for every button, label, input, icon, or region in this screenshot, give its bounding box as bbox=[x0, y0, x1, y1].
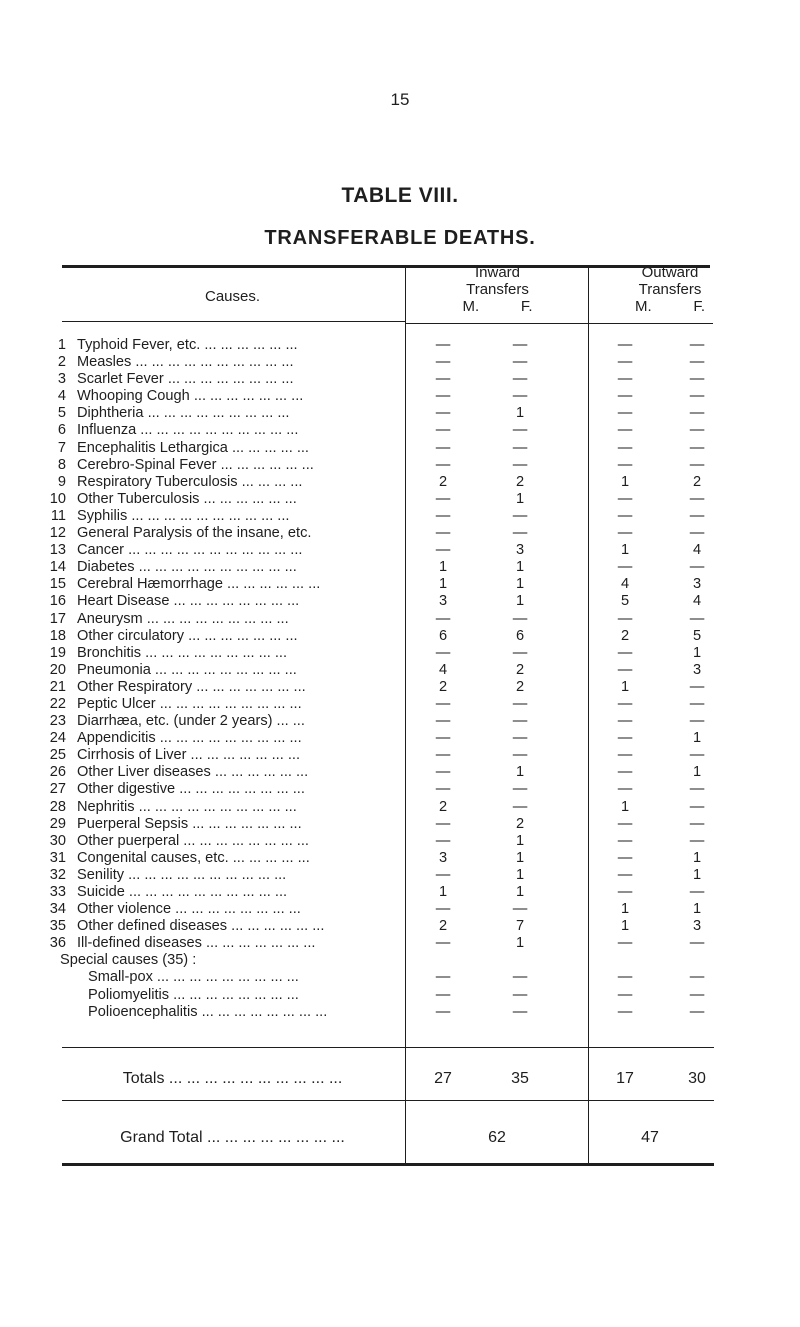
outward-female-value: — bbox=[689, 747, 705, 764]
table-row bbox=[0, 559, 800, 576]
outward-male-value: — bbox=[617, 884, 633, 900]
outward-male-value: — bbox=[617, 439, 633, 456]
inward-male-value: — bbox=[435, 730, 451, 747]
special-causes-heading: Special causes (35) : bbox=[60, 952, 197, 969]
table-row bbox=[0, 816, 800, 833]
table-row bbox=[0, 747, 800, 764]
inward-male-value: — bbox=[435, 405, 451, 422]
cause-label: Typhoid Fever, etc. ... ... ... ... ... ... bbox=[77, 337, 298, 353]
cause-label: Puerperal Sepsis ... ... ... ... ... ... ... bbox=[77, 815, 302, 832]
inward-female-value: 1 bbox=[515, 490, 525, 507]
inward-male-value: — bbox=[435, 764, 451, 781]
inward-female-value: — bbox=[512, 747, 528, 764]
outward-male-value: — bbox=[617, 866, 633, 883]
outward-male-value: — bbox=[617, 456, 633, 473]
table-row bbox=[0, 542, 800, 559]
outward-female-value: — bbox=[689, 354, 705, 371]
outward-female-value: — bbox=[689, 1003, 705, 1020]
outward-female-value: — bbox=[689, 422, 705, 439]
outward-male-value: — bbox=[617, 610, 633, 627]
inward-male-value: 1 bbox=[438, 576, 448, 593]
cause-label: Other puerperal ... ... ... ... ... ... ... ... bbox=[77, 832, 309, 849]
transfers-header-underline bbox=[405, 323, 713, 324]
inward-female-value: 1 bbox=[515, 832, 525, 849]
inward-male-value: — bbox=[435, 337, 451, 353]
outward-male-value: — bbox=[617, 764, 633, 781]
inward-male-value: — bbox=[435, 969, 451, 986]
cause-label: Other Tuberculosis ... ... ... ... ... ... bbox=[77, 490, 297, 507]
cause-label: Measles ... ... ... ... ... ... ... ... ... ... bbox=[77, 354, 294, 371]
inward-female-value: — bbox=[512, 507, 528, 524]
row-number: 36 bbox=[49, 935, 66, 952]
outward-female-value: — bbox=[689, 610, 705, 627]
inward-female-value: 2 bbox=[515, 473, 525, 490]
outward-male-value: — bbox=[617, 969, 633, 986]
inward-male-value: — bbox=[435, 439, 451, 456]
outward-male-value: — bbox=[617, 644, 633, 661]
inward-male-value: — bbox=[435, 695, 451, 712]
cause-label: Influenza ... ... ... ... ... ... ... ... ... ... bbox=[77, 422, 299, 439]
cause-label: Other digestive ... ... ... ... ... ... ... ... bbox=[77, 781, 305, 798]
outward-female-value: 3 bbox=[692, 661, 702, 678]
inward-female-value: 6 bbox=[515, 627, 525, 644]
outward-male-value: — bbox=[617, 713, 633, 730]
outward-female-value: — bbox=[689, 456, 705, 473]
row-number: 32 bbox=[49, 866, 66, 883]
inward-male-value: — bbox=[435, 525, 451, 542]
table-row bbox=[0, 440, 800, 457]
table-bottom-rule bbox=[62, 1163, 714, 1166]
special-cause-label: Polioencephalitis ... ... ... ... ... ... ... ... bbox=[88, 1003, 328, 1020]
inward-male-value: 2 bbox=[438, 678, 448, 695]
outward-male-value: 4 bbox=[620, 576, 630, 593]
outward-female-value: 1 bbox=[692, 730, 702, 747]
inward-male-value: — bbox=[435, 986, 451, 1003]
outward-female-value: — bbox=[689, 986, 705, 1003]
inward-male-value: — bbox=[435, 542, 451, 559]
special-cause-label: Poliomyelitis ... ... ... ... ... ... ... ... bbox=[88, 986, 299, 1003]
outward-female-value: — bbox=[689, 815, 705, 832]
row-number: 6 bbox=[57, 422, 66, 439]
inward-header-sex: M. F. bbox=[462, 298, 533, 315]
row-number: 22 bbox=[49, 695, 66, 712]
inward-female-value: — bbox=[512, 713, 528, 730]
row-number: 14 bbox=[49, 559, 66, 576]
outward-female-value: — bbox=[689, 678, 705, 695]
outward-female-value: — bbox=[689, 969, 705, 986]
cause-label: Other circulatory ... ... ... ... ... ... ... bbox=[77, 627, 298, 644]
cause-label: Respiratory Tuberculosis ... ... ... ... bbox=[77, 473, 303, 490]
row-number: 13 bbox=[49, 542, 66, 559]
cause-label: Scarlet Fever ... ... ... ... ... ... ... ... bbox=[77, 371, 294, 388]
cause-label: Bronchitis ... ... ... ... ... ... ... ... ... bbox=[77, 644, 288, 661]
special-cause-row bbox=[0, 987, 800, 1004]
outward-male-value: — bbox=[617, 1003, 633, 1020]
outward-female-value: — bbox=[689, 935, 705, 952]
row-number: 19 bbox=[49, 644, 66, 661]
table-row bbox=[0, 781, 800, 798]
row-number: 21 bbox=[49, 678, 66, 695]
row-number: 4 bbox=[57, 388, 66, 405]
row-number: 5 bbox=[57, 405, 66, 422]
outward-male-value: — bbox=[617, 525, 633, 542]
row-number: 35 bbox=[49, 918, 66, 935]
outward-female-value: 2 bbox=[692, 473, 702, 490]
inward-female-value: 1 bbox=[515, 559, 525, 576]
outward-male-value: — bbox=[617, 388, 633, 405]
cause-label: Diarrhæa, etc. (under 2 years) ... ... bbox=[77, 713, 305, 730]
inward-male-value: 2 bbox=[438, 918, 448, 935]
outward-male-value: 1 bbox=[620, 798, 630, 815]
inward-female-value: 1 bbox=[515, 764, 525, 781]
inward-female-value: — bbox=[512, 1003, 528, 1020]
special-cause-row bbox=[0, 1004, 800, 1021]
inward-male-value: 4 bbox=[438, 661, 448, 678]
outward-female-value: — bbox=[689, 884, 705, 900]
inward-female-value: 7 bbox=[515, 918, 525, 935]
outward-male-value: — bbox=[617, 371, 633, 388]
grand-total-outward: 47 bbox=[641, 1129, 659, 1146]
table-row bbox=[0, 354, 800, 371]
page-number: 15 bbox=[390, 90, 410, 109]
table-row bbox=[0, 371, 800, 388]
inward-female-value: — bbox=[512, 644, 528, 661]
table-row bbox=[0, 799, 800, 816]
inward-female-value: — bbox=[512, 730, 528, 747]
inward-male-value: 1 bbox=[438, 559, 448, 576]
inward-male-value: — bbox=[435, 388, 451, 405]
row-number: 17 bbox=[49, 610, 66, 627]
outward-male-value: — bbox=[617, 935, 633, 952]
table-row bbox=[0, 713, 800, 730]
row-number: 3 bbox=[57, 371, 66, 388]
inward-male-value: 2 bbox=[438, 798, 448, 815]
outward-header-line1: Outward bbox=[641, 264, 699, 281]
outward-female-value: — bbox=[689, 388, 705, 405]
totals-outward-female: 30 bbox=[688, 1070, 706, 1087]
inward-female-value: 1 bbox=[515, 935, 525, 952]
table-row bbox=[0, 457, 800, 474]
row-number: 18 bbox=[49, 627, 66, 644]
inward-male-value: — bbox=[435, 422, 451, 439]
cause-label: Suicide ... ... ... ... ... ... ... ... ... ... bbox=[77, 884, 288, 900]
row-number: 29 bbox=[49, 815, 66, 832]
inward-female-value: 1 bbox=[515, 576, 525, 593]
cause-label: Pneumonia ... ... ... ... ... ... ... ... ... bbox=[77, 661, 297, 678]
cause-label: Whooping Cough ... ... ... ... ... ... ... bbox=[77, 388, 304, 405]
outward-male-value: — bbox=[617, 354, 633, 371]
outward-male-value: 1 bbox=[620, 542, 630, 559]
row-number: 28 bbox=[49, 798, 66, 815]
inward-male-value: — bbox=[435, 815, 451, 832]
row-number: 7 bbox=[57, 439, 66, 456]
cause-label: Diphtheria ... ... ... ... ... ... ... ... ... bbox=[77, 405, 290, 422]
outward-male-value: — bbox=[617, 849, 633, 866]
outward-female-value: — bbox=[689, 371, 705, 388]
outward-male-value: — bbox=[617, 405, 633, 422]
outward-male-value: — bbox=[617, 815, 633, 832]
outward-female-value: — bbox=[689, 798, 705, 815]
outward-female-value: — bbox=[689, 559, 705, 576]
inward-transfers-header bbox=[410, 264, 585, 315]
table-row bbox=[0, 576, 800, 593]
cause-label: Congenital causes, etc. ... ... ... ... ... bbox=[77, 849, 310, 866]
inward-male-value: — bbox=[435, 644, 451, 661]
row-number: 11 bbox=[50, 507, 66, 524]
outward-female-value: — bbox=[689, 832, 705, 849]
outward-female-value: 1 bbox=[692, 866, 702, 883]
inward-female-value: 3 bbox=[515, 542, 525, 559]
row-number: 1 bbox=[57, 337, 66, 353]
cause-label: Peptic Ulcer ... ... ... ... ... ... ... ... ... bbox=[77, 695, 302, 712]
outward-header-sex: M. F. bbox=[634, 298, 705, 315]
table-row bbox=[0, 679, 800, 696]
totals-inward-male: 27 bbox=[434, 1070, 452, 1087]
row-number: 2 bbox=[57, 354, 66, 371]
inward-female-value: — bbox=[512, 986, 528, 1003]
outward-male-value: — bbox=[617, 661, 633, 678]
outward-female-value: 3 bbox=[692, 918, 702, 935]
outward-header-line2: Transfers bbox=[638, 281, 702, 298]
outward-male-value: — bbox=[617, 747, 633, 764]
outward-female-value: — bbox=[689, 337, 705, 353]
inward-male-value: 6 bbox=[438, 627, 448, 644]
cause-label: Cancer ... ... ... ... ... ... ... ... ... ... ... bbox=[77, 542, 303, 559]
special-cause-row bbox=[0, 969, 800, 986]
row-number: 15 bbox=[49, 576, 66, 593]
inward-male-value: — bbox=[435, 490, 451, 507]
inward-male-value: — bbox=[435, 507, 451, 524]
inward-female-value: — bbox=[512, 969, 528, 986]
inward-female-value: — bbox=[512, 422, 528, 439]
outward-male-value: — bbox=[617, 695, 633, 712]
outward-male-value: — bbox=[617, 781, 633, 798]
cause-label: Senility ... ... ... ... ... ... ... ... ... ... bbox=[77, 866, 287, 883]
table-row bbox=[0, 388, 800, 405]
inward-female-value: 2 bbox=[515, 815, 525, 832]
outward-male-value: — bbox=[617, 422, 633, 439]
inward-male-value: 1 bbox=[438, 884, 448, 900]
inward-male-value: 3 bbox=[438, 593, 448, 610]
cause-label: Cirrhosis of Liver ... ... ... ... ... ... ... bbox=[77, 747, 301, 764]
cause-label: Syphilis ... ... ... ... ... ... ... ... ... ... bbox=[77, 507, 290, 524]
cause-label: Cerebro-Spinal Fever ... ... ... ... ... ... bbox=[77, 456, 314, 473]
outward-male-value: — bbox=[617, 507, 633, 524]
inward-female-value: — bbox=[512, 371, 528, 388]
outward-female-value: — bbox=[689, 695, 705, 712]
outward-female-value: 1 bbox=[692, 644, 702, 661]
inward-female-value: — bbox=[512, 798, 528, 815]
inward-female-value: 1 bbox=[515, 593, 525, 610]
table-row bbox=[0, 764, 800, 781]
row-number: 9 bbox=[57, 473, 66, 490]
inward-male-value: — bbox=[435, 935, 451, 952]
totals-top-rule bbox=[62, 1047, 714, 1048]
grand-total-inward: 62 bbox=[488, 1129, 506, 1146]
row-number: 34 bbox=[49, 901, 66, 918]
outward-female-value: — bbox=[689, 525, 705, 542]
inward-male-value: — bbox=[435, 610, 451, 627]
inward-female-value: 2 bbox=[515, 661, 525, 678]
inward-female-value: 1 bbox=[515, 884, 525, 900]
inward-header-line2: Transfers bbox=[466, 281, 529, 298]
cause-label: General Paralysis of the insane, etc. bbox=[77, 525, 312, 542]
inward-male-value: 3 bbox=[438, 849, 448, 866]
outward-male-value: — bbox=[617, 832, 633, 849]
outward-female-value: 3 bbox=[692, 576, 702, 593]
inward-header-line1: Inward bbox=[474, 264, 521, 281]
outward-female-value: — bbox=[689, 490, 705, 507]
outward-female-value: 4 bbox=[692, 593, 702, 610]
row-number: 8 bbox=[57, 456, 66, 473]
inward-female-value: — bbox=[512, 610, 528, 627]
table-row bbox=[0, 730, 800, 747]
row-number: 25 bbox=[49, 747, 66, 764]
inward-female-value: — bbox=[512, 439, 528, 456]
inward-male-value: — bbox=[435, 1003, 451, 1020]
inward-male-value: — bbox=[435, 866, 451, 883]
table-row bbox=[0, 337, 800, 354]
inward-male-value: — bbox=[435, 371, 451, 388]
inward-female-value: 1 bbox=[515, 405, 525, 422]
table-row bbox=[0, 628, 800, 645]
totals-label: Totals ... ... ... ... ... ... ... ... ... ... bbox=[122, 1070, 343, 1087]
totals-outward-male: 17 bbox=[616, 1070, 634, 1087]
outward-male-value: — bbox=[617, 490, 633, 507]
outward-female-value: 1 bbox=[692, 764, 702, 781]
table-row bbox=[0, 833, 800, 850]
cause-label: Encephalitis Lethargica ... ... ... ... ... bbox=[77, 439, 309, 456]
outward-male-value: 1 bbox=[620, 473, 630, 490]
outward-male-value: — bbox=[617, 986, 633, 1003]
cause-label: Diabetes ... ... ... ... ... ... ... ... ... ... bbox=[77, 559, 297, 576]
table-row bbox=[0, 696, 800, 713]
outward-male-value: 2 bbox=[620, 627, 630, 644]
inward-female-value: 2 bbox=[515, 678, 525, 695]
causes-column-header: Causes. bbox=[204, 288, 261, 305]
outward-male-value: 1 bbox=[620, 918, 630, 935]
table-row bbox=[0, 645, 800, 662]
cause-label: Appendicitis ... ... ... ... ... ... ... ... ... bbox=[77, 730, 302, 747]
inward-male-value: — bbox=[435, 456, 451, 473]
grand-total-label: Grand Total ... ... ... ... ... ... ... ... bbox=[120, 1129, 345, 1146]
table-row bbox=[0, 474, 800, 491]
inward-female-value: — bbox=[512, 525, 528, 542]
outward-female-value: — bbox=[689, 781, 705, 798]
causes-header-underline bbox=[62, 321, 405, 322]
table-row bbox=[0, 935, 800, 952]
cause-label: Other violence ... ... ... ... ... ... ... ... bbox=[77, 901, 301, 918]
outward-male-value: — bbox=[617, 559, 633, 576]
inward-female-value: 1 bbox=[515, 866, 525, 883]
table-row bbox=[0, 884, 800, 901]
cause-label: Ill-defined diseases ... ... ... ... ... ... ... bbox=[77, 935, 316, 952]
outward-female-value: 5 bbox=[692, 627, 702, 644]
inward-female-value: — bbox=[512, 901, 528, 918]
table-row bbox=[0, 405, 800, 422]
outward-female-value: 1 bbox=[692, 849, 702, 866]
table-row bbox=[0, 525, 800, 542]
row-number: 20 bbox=[49, 661, 66, 678]
inward-female-value: — bbox=[512, 388, 528, 405]
cause-label: Other defined diseases ... ... ... ... ... ... bbox=[77, 918, 325, 935]
table-row bbox=[0, 901, 800, 918]
row-number: 24 bbox=[49, 730, 66, 747]
special-cause-label: Small-pox ... ... ... ... ... ... ... ... ... bbox=[88, 969, 299, 986]
outward-male-value: 1 bbox=[620, 901, 630, 918]
row-number: 23 bbox=[49, 713, 66, 730]
outward-female-value: — bbox=[689, 405, 705, 422]
row-number: 10 bbox=[49, 490, 66, 507]
table-row bbox=[0, 611, 800, 628]
outward-female-value: 1 bbox=[692, 901, 702, 918]
outward-female-value: 4 bbox=[692, 542, 702, 559]
special-causes-heading-row bbox=[0, 952, 800, 969]
table-row bbox=[0, 422, 800, 439]
inward-female-value: — bbox=[512, 695, 528, 712]
inward-male-value: — bbox=[435, 713, 451, 730]
inward-male-value: — bbox=[435, 781, 451, 798]
inward-male-value: — bbox=[435, 747, 451, 764]
row-number: 27 bbox=[49, 781, 66, 798]
inward-female-value: 1 bbox=[515, 849, 525, 866]
totals-inward-female: 35 bbox=[511, 1070, 529, 1087]
outward-female-value: — bbox=[689, 713, 705, 730]
cause-label: Aneurysm ... ... ... ... ... ... ... ... ... bbox=[77, 610, 289, 627]
row-number: 26 bbox=[49, 764, 66, 781]
row-number: 31 bbox=[49, 849, 66, 866]
outward-male-value: — bbox=[617, 337, 633, 353]
inward-male-value: — bbox=[435, 832, 451, 849]
inward-female-value: — bbox=[512, 456, 528, 473]
table-row bbox=[0, 662, 800, 679]
table-row bbox=[0, 508, 800, 525]
cause-label: Other Liver diseases ... ... ... ... ... ... bbox=[77, 764, 309, 781]
row-number: 33 bbox=[49, 884, 66, 900]
table-subtitle: TRANSFERABLE DEATHS. bbox=[264, 227, 536, 249]
outward-transfers-header bbox=[590, 264, 750, 315]
table-row bbox=[0, 918, 800, 935]
row-number: 16 bbox=[49, 593, 66, 610]
inward-female-value: — bbox=[512, 337, 528, 353]
cause-label: Heart Disease ... ... ... ... ... ... ... ... bbox=[77, 593, 300, 610]
outward-male-value: 1 bbox=[620, 678, 630, 695]
row-number: 30 bbox=[49, 832, 66, 849]
outward-female-value: — bbox=[689, 507, 705, 524]
row-number: 12 bbox=[49, 525, 66, 542]
outward-female-value: — bbox=[689, 439, 705, 456]
table-body bbox=[0, 337, 800, 1021]
inward-female-value: — bbox=[512, 781, 528, 798]
table-title: TABLE VIII. bbox=[341, 184, 459, 207]
table-row bbox=[0, 491, 800, 508]
grand-total-top-rule bbox=[62, 1100, 714, 1101]
table-row bbox=[0, 850, 800, 867]
inward-male-value: — bbox=[435, 901, 451, 918]
inward-male-value: — bbox=[435, 354, 451, 371]
outward-male-value: — bbox=[617, 730, 633, 747]
outward-male-value: 5 bbox=[620, 593, 630, 610]
table-row bbox=[0, 867, 800, 884]
inward-male-value: 2 bbox=[438, 473, 448, 490]
inward-female-value: — bbox=[512, 354, 528, 371]
cause-label: Cerebral Hæmorrhage ... ... ... ... ... ... bbox=[77, 576, 321, 593]
table-row bbox=[0, 593, 800, 610]
cause-label: Other Respiratory ... ... ... ... ... ... ... bbox=[77, 678, 306, 695]
cause-label: Nephritis ... ... ... ... ... ... ... ... ... ... bbox=[77, 798, 297, 815]
